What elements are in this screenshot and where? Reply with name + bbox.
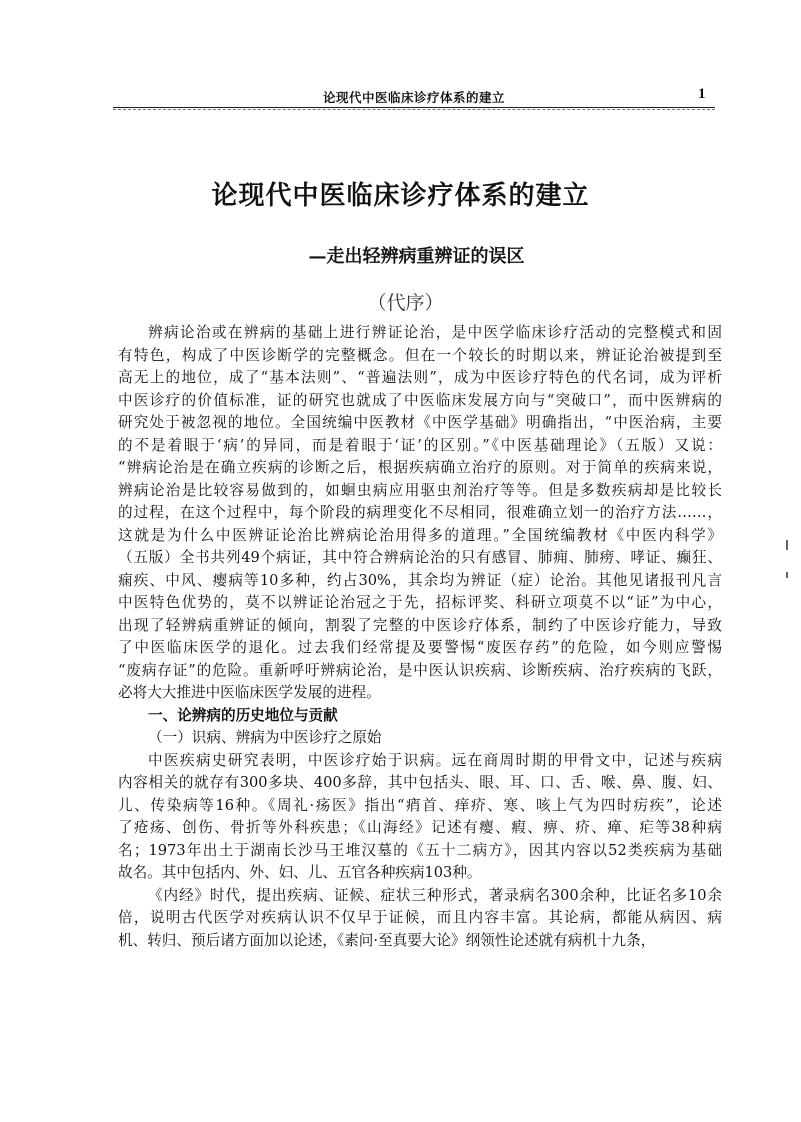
scan-mark bbox=[786, 572, 788, 578]
text-line: 中医特色优势的，莫不以辨证论治冠之于先，招标评奖、科研立项莫不以“证”为中心， bbox=[118, 594, 722, 611]
text-line: “辨病论治是在确立疾病的诊断之后，根据疾病确立治疗的原则。对于简单的疾病来说， bbox=[118, 459, 722, 476]
body-text bbox=[118, 322, 722, 952]
header-rule bbox=[113, 107, 715, 108]
section-1-text bbox=[118, 750, 722, 953]
text-line: （五版）全书共列49个病证，其中符合辨病论治的只有感冒、肺痈、肺痨、哮证、癫狂、 bbox=[118, 549, 722, 566]
text-line: 了疮疡、创伤、骨折等外科疾患；《山海经》记述有瘿、瘕、痹、疥、瘅、疟等38种病 bbox=[118, 819, 722, 836]
text-line: 出现了轻辨病重辨证的倾向，割裂了完整的中医诊疗体系，制约了中医诊疗能力，导致 bbox=[118, 616, 722, 634]
text-line: 儿、传染病等16种。《周礼·疡医》指出“痟首、痒疥、寒、咳上气为四时疠疾”，论述 bbox=[118, 796, 722, 814]
text-line: 内容相关的就存有300多块、400多辞，其中包括头、眼、耳、口、舌、喉、鼻、腹、妇、 bbox=[118, 774, 722, 791]
page-title: 论现代中医临床诊疗体系的建立 bbox=[211, 181, 590, 211]
text-line: 机、转归、预后诸方面加以论述，《素问·至真要大论》纲领性论述就有病机十九条， bbox=[118, 931, 656, 949]
text-line: 中医疾病史研究表明，中医诊疗始于识病。远在商周时期的甲骨文中，记述与疾病 bbox=[148, 751, 722, 769]
text-line: 辨病论治是比较容易做到的，如蛔虫病应用驱虫剂治疗等等。但是多数疾病却是比较长 bbox=[118, 481, 722, 499]
text-line: 的过程，在这个过程中，每个阶段的病理变化不尽相同，很难确立划一的治疗方法……， bbox=[118, 504, 722, 521]
text-line: 名；1973年出土于湖南长沙马王堆汉墓的《五十二病方》，因其内容以52类疾病为基础 bbox=[118, 841, 722, 859]
text-line: 必将大大推进中医临床医学发展的进程。 bbox=[118, 684, 381, 701]
text-line: 了中医临床医学的退化。过去我们经常提及要警惕“废医存药”的危险，如今则应警惕 bbox=[118, 639, 722, 656]
page-number: 1 bbox=[698, 86, 706, 102]
section-heading: 一、论辨病的历史地位与贡献 bbox=[148, 706, 338, 724]
text-line: 这就是为什么中医辨证论治比辨病论治用得多的道理。”全国统编教材《中医内科学》 bbox=[118, 526, 722, 544]
text-line: 的不是着眼于‘病’的异同，而是着眼于‘证’的区别。”《中医基础理论》（五版）又说： bbox=[118, 436, 722, 454]
text-line: 中医诊疗的价值标准，证的研究也就成了中医临床发展方向与“突破口”，而中医辨病的 bbox=[118, 391, 722, 409]
text-line: 辨病论治或在辨病的基础上进行辨证论治，是中医学临床诊疗活动的完整模式和固 bbox=[148, 324, 722, 341]
text-line: 故名。其中包括内、外、妇、儿、五官各种疾病103种。 bbox=[118, 864, 482, 881]
preface-label: （代序） bbox=[367, 292, 444, 314]
text-line: 高无上的地位，成了“基本法则”、“普遍法则”，成为中医诊疗特色的代名词，成为评析 bbox=[118, 369, 722, 386]
text-line: 倍，说明古代医学对疾病认识不仅早于证候，而且内容丰富。其论病，都能从病因、病 bbox=[118, 909, 722, 926]
text-line: 研究处于被忽视的地位。全国统编中医教材《中医学基础》明确指出，“中医治病，主要 bbox=[118, 414, 722, 431]
running-head: 论现代中医临床诊疗体系的建立 bbox=[322, 90, 505, 105]
scan-mark bbox=[786, 540, 788, 550]
subsection-heading: （一）识病、辨病为中医诊疗之原始 bbox=[148, 729, 382, 746]
text-line: 痫疾、中风、瘿病等10多种，约占30%，其余均为辨证（症）论治。其他见诸报刊凡言 bbox=[118, 571, 722, 589]
intro-section bbox=[118, 322, 722, 705]
header-rule-dashed bbox=[113, 109, 715, 110]
page-subtitle: —走出轻辨病重辨证的误区 bbox=[308, 246, 525, 267]
text-line: “废病存证”的危险。重新呼吁辨病论治，是中医认识疾病、诊断疾病、治疗疾病的飞跃， bbox=[118, 661, 722, 679]
text-line: 有特色，构成了中医诊断学的完整概念。但在一个较长的时期以来，辨证论治被提到至 bbox=[118, 346, 722, 364]
text-line: 《内经》时代，提出疾病、证候、症状三种形式，著录病名300余种，比证名多10余 bbox=[148, 886, 722, 904]
